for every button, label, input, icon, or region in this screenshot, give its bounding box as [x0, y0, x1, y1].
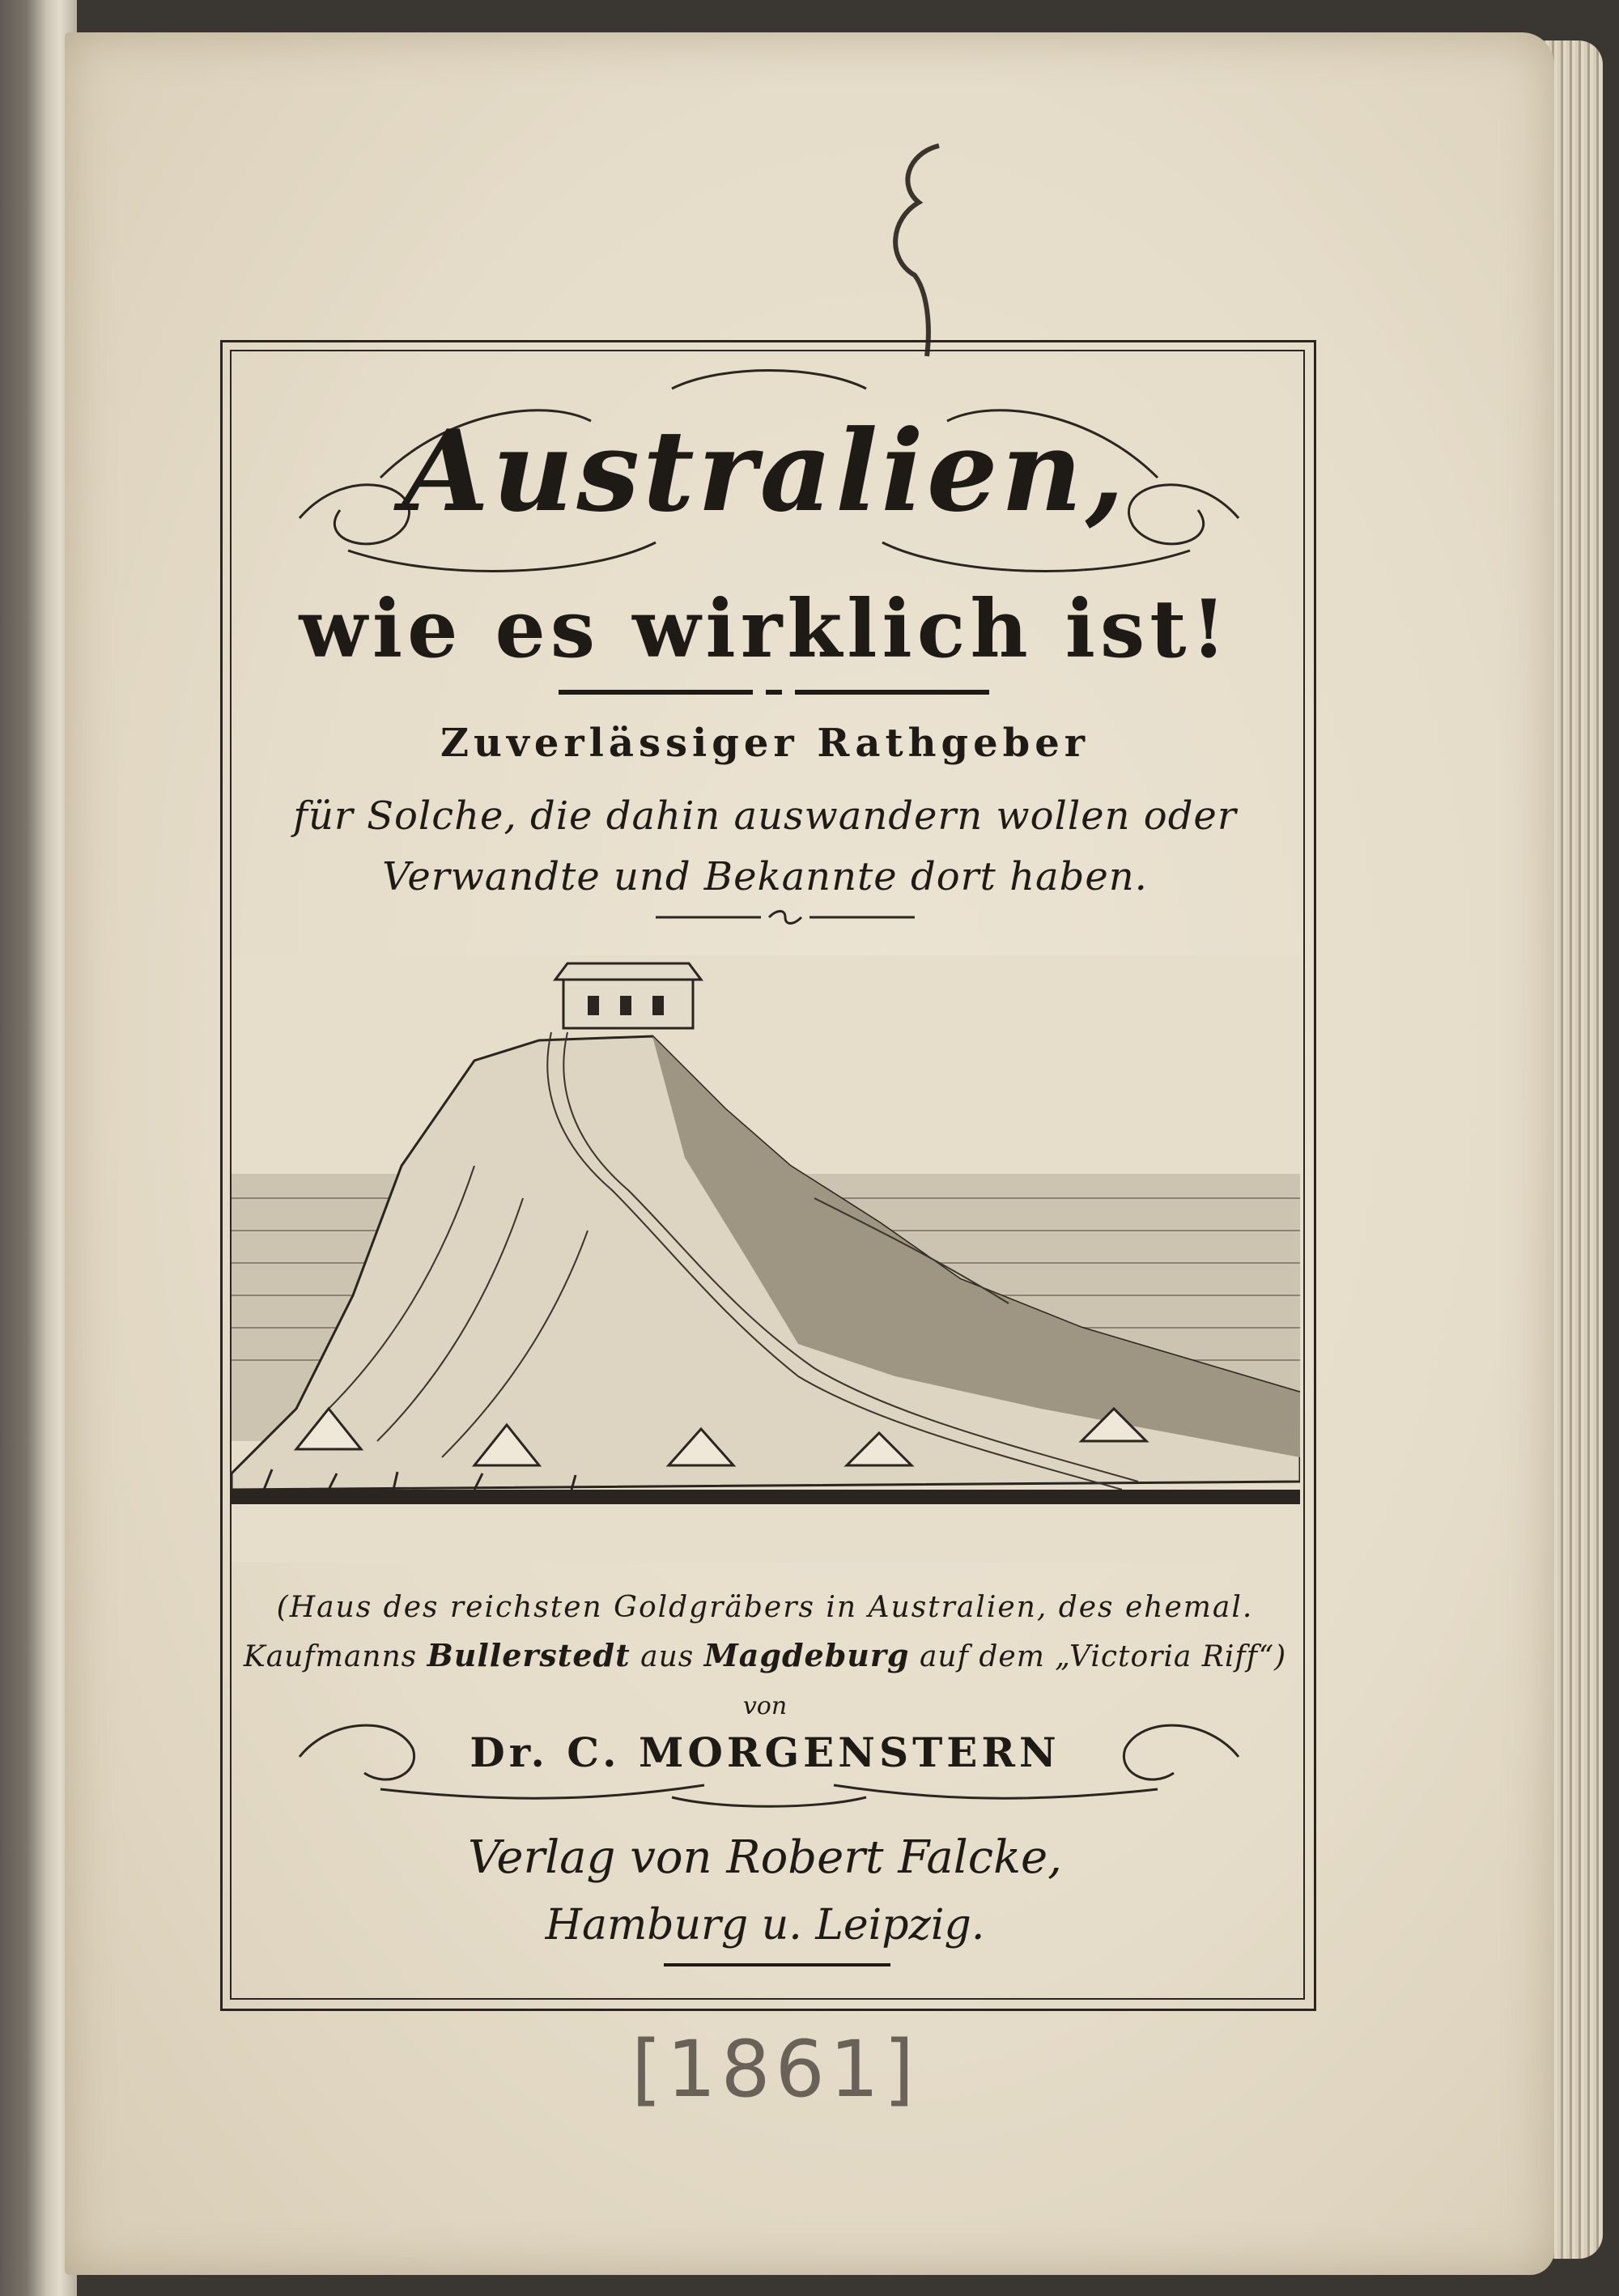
- pencil-date-annotation: [1861]: [631, 2024, 920, 2115]
- title-subheading: wie es wirklich ist!: [299, 583, 1231, 676]
- illustration-caption-line-2: [235, 1637, 1295, 1673]
- caption-suffix: auf dem „Victoria Riff“): [919, 1640, 1287, 1673]
- description-line-1: für Solche, die dahin auswandern wollen oder: [293, 793, 1237, 839]
- title-main: Australien,: [402, 405, 1128, 537]
- caption-name: Bullerstedt: [427, 1637, 631, 1673]
- handwritten-mark: [882, 138, 955, 364]
- mountain-house-illustration: [232, 955, 1300, 1563]
- imprint-rule: [664, 1963, 890, 1966]
- publication-place: Hamburg u. Leipzig.: [545, 1901, 985, 1949]
- author-name: Dr. C. MORGENSTERN: [470, 1728, 1060, 1776]
- rule-left: [559, 690, 753, 695]
- publisher: Verlag von Robert Falcke,: [468, 1831, 1062, 1884]
- description-line-2: Verwandte und Bekannte dort haben.: [382, 854, 1148, 899]
- caption-prefix: Kaufmanns: [243, 1640, 418, 1673]
- byline-von: von: [742, 1692, 788, 1720]
- caption-city: Magdeburg: [703, 1637, 910, 1673]
- caption-mid: aus: [640, 1640, 695, 1673]
- rule-right: [795, 690, 989, 695]
- divider-ornament: [648, 905, 923, 929]
- illustration-caption-line-1: (Haus des reichsten Goldgräbers in Australien, des ehemal.: [276, 1591, 1254, 1624]
- subtitle: Zuverlässiger Rathgeber: [440, 721, 1090, 766]
- rule-center: [766, 690, 782, 695]
